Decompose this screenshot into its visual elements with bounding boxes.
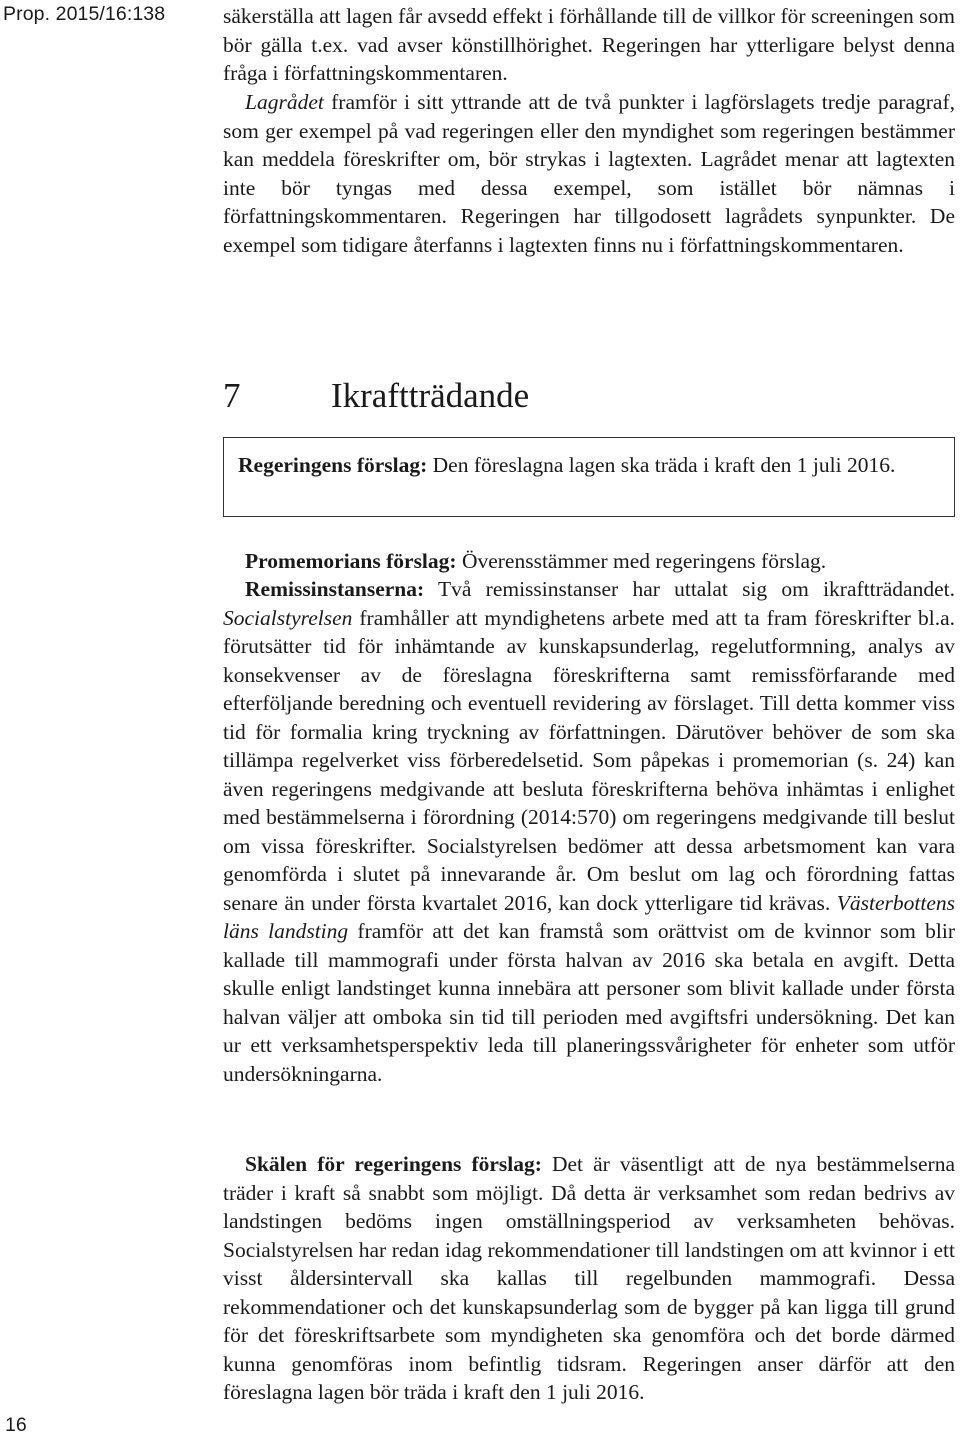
promemoria-label: Promemorians förslag:	[245, 549, 457, 573]
section-heading	[223, 376, 529, 416]
lagradet-term: Lagrådet	[245, 90, 324, 114]
paragraph-remissinstanser	[223, 575, 955, 1088]
lagradet-text: framför i sitt yttrande att de två punkter i lagförslagets tredje paragraf, som ger exempel på vad regeringen eller den myndighet som regeringen bestämmer kan meddela föreskrifter om, bör strykas i lagtexten. Lagrådet menar att lagtexten inte bör tyngas med dessa exempel, som istället bör nämnas i författningskommentaren. Regeringen har tillgodosett lagrådets synpunkter. De exempel som tidigare återfanns i lagtexten finns nu i författningskommentaren.	[223, 90, 955, 257]
paragraph-reasons	[223, 1150, 955, 1407]
socialstyrelsen-term: Socialstyrelsen	[223, 605, 353, 630]
page-number: 16	[5, 1414, 27, 1436]
paragraph-lagradet	[223, 88, 955, 259]
section-title: Ikraftträdande	[331, 376, 530, 415]
promemoria-text: Överensstämmer med regeringens förslag.	[456, 549, 827, 573]
remiss-text-3: framför att det kan framstå som orättvist om de kvinnor som blir kallade till mammografi under första halvan av 2016 ska betala en avgift. Detta skulle enligt landstinget kunna innebära att personer som blivit kallade under första halvan väljer att omboka sin tid till perioden med avgiftsfri undersökning. Det kan ur ett verksamhetsperspektiv leda till planeringssvårigheter för enheter som utför undersökningarna.	[223, 919, 955, 1086]
proposal-body: Den föreslagna lagen ska träda i kraft den 1 juli 2016.	[427, 453, 896, 477]
proposal-text	[238, 451, 940, 480]
remiss-text-1: Två remissinstanser har uttalat sig om ikraftträdandet.	[424, 577, 955, 601]
remiss-label: Remissinstanserna:	[245, 577, 425, 601]
paragraph-promemoria	[223, 547, 955, 576]
remiss-text-2: framhåller att myndighetens arbete med att ta fram föreskrifter bl.a. förutsätter tid för inhämtande av kunskapsunderlag, regelutformning, analys av konsekvenser av de föreslagna föreskrifterna samt remissförfarande med efterföljande beredning och eventuell revidering av förslaget. Till detta kommer viss tid för formalia kring tryckning av författningen. Därutöver behöver de som ska tillämpa regelverket viss förberedelsetid. Som påpekas i promemorian (s. 24) kan även regeringens medgivande att besluta föreskrifterna behöva inhämtas i enlighet med bestämmelserna i förordning (2014:570) om regeringens medgivande till beslut om vissa föreskrifter. Socialstyrelsen bedömer att dessa arbetsmoment kan vara genomförda i slutet på innevarande år. Om beslut om lag och förordning fattas senare än under första kvartalet 2016, kan dock ytterligare tid krävas.	[223, 605, 955, 915]
paragraph-gender-screening: säkerställa att lagen får avsedd effekt i förhållande till de villkor för screeningen som bör gälla t.ex. vad avser könstillhörighet. Regeringen har ytterligare belyst denna fråga i författningskommentaren.	[223, 4, 955, 85]
section-number: 7	[223, 376, 241, 415]
proposal-label: Regeringens förslag:	[238, 453, 428, 477]
reasons-text: Det är väsentligt att de nya bestämmelserna träder i kraft så snabbt som möjligt. Då detta är verksamhet som redan bedrivs av landstingen bedöms ingen omställningsperiod av verksamheten behövas. Socialstyrelsen har redan idag rekommendationer till landstingen om att kvinnor i ett visst åldersintervall ska kallas till regelbunden mammografi. Dessa rekommendationer och det kunskapsunderlag som de bygger på kan ligga till grund för det föreskriftsarbete som myndigheten ska genomföra och det borde därmed kunna genomföras inom befintlig tidsram. Regeringen anser därför att den föreslagna lagen bör träda i kraft den 1 juli 2016.	[223, 1152, 956, 1404]
vasterbotten-term: Västerbottens läns landsting	[223, 890, 955, 943]
reasons-label: Skälen för regeringens förslag:	[245, 1152, 542, 1176]
proposition-reference: Prop. 2015/16:138	[3, 3, 166, 25]
proposal-box	[223, 437, 955, 517]
